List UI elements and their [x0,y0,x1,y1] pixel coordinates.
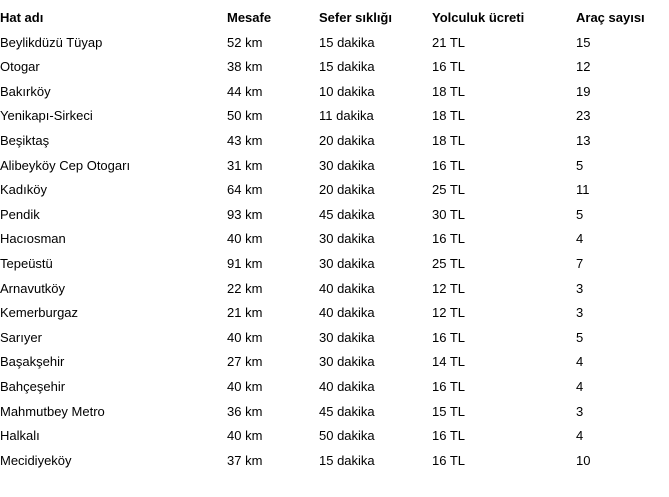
fare-cell: 16 TL [432,157,466,173]
route-name-cell: Yenikapı-Sirkeci [0,108,93,124]
distance-cell: 52 km [227,34,263,50]
frequency-cell: 30 dakika [319,329,375,345]
distance-cell: 38 km [227,59,263,75]
distance-cell: 43 km [227,132,263,148]
route-name-cell: Kadıköy [0,182,47,198]
fare-cell: 18 TL [432,108,466,124]
header-frequency: Sefer sıklığı [319,10,392,25]
header-distance: Mesafe [227,10,272,25]
fare-cell: 18 TL [432,83,466,99]
frequency-cell: 20 dakika [319,132,375,148]
frequency-cell: 40 dakika [319,280,375,296]
distance-cell: 27 km [227,354,263,370]
frequency-cell: 40 dakika [319,305,375,321]
header-fare: Yolculuk ücreti [432,10,525,25]
route-name-cell: Bakırköy [0,83,51,99]
vehicle-count-cell: 4 [576,231,584,247]
vehicle-count-cell: 5 [576,329,584,345]
header-route-name: Hat adı [0,10,44,25]
distance-cell: 50 km [227,108,263,124]
table-row [0,31,669,56]
frequency-cell: 20 dakika [319,182,375,198]
routes-table [0,6,669,473]
route-name-cell: Beşiktaş [0,132,50,148]
fare-cell: 12 TL [432,305,466,321]
vehicle-count-cell: 3 [576,305,584,321]
fare-cell: 16 TL [432,231,466,247]
frequency-cell: 40 dakika [319,378,375,394]
frequency-cell: 45 dakika [319,403,375,419]
fare-cell: 25 TL [432,255,466,271]
frequency-cell: 10 dakika [319,83,375,99]
frequency-cell: 30 dakika [319,157,375,173]
route-name-cell: Tepeüstü [0,255,53,271]
table-row [0,227,669,252]
fare-cell: 16 TL [432,329,466,345]
distance-cell: 21 km [227,305,263,321]
table-row [0,55,669,80]
table-row [0,350,669,375]
fare-cell: 15 TL [432,403,466,419]
table-row [0,375,669,400]
distance-cell: 40 km [227,428,263,444]
frequency-cell: 30 dakika [319,255,375,271]
vehicle-count-cell: 23 [576,108,591,124]
vehicle-count-cell: 4 [576,378,584,394]
route-name-cell: Mecidiyeköy [0,452,72,468]
distance-cell: 64 km [227,182,263,198]
fare-cell: 16 TL [432,378,466,394]
table-header [0,6,669,31]
fare-cell: 30 TL [432,206,466,222]
route-name-cell: Bahçeşehir [0,378,66,394]
route-name-cell: Sarıyer [0,329,42,345]
table-row [0,203,669,228]
table-row [0,252,669,277]
vehicle-count-cell: 7 [576,255,584,271]
distance-cell: 37 km [227,452,263,468]
route-name-cell: Halkalı [0,428,40,444]
route-name-cell: Kemerburgaz [0,305,79,321]
vehicle-count-cell: 11 [576,182,590,198]
distance-cell: 40 km [227,378,263,394]
table-row [0,154,669,179]
frequency-cell: 50 dakika [319,428,375,444]
fare-cell: 16 TL [432,59,466,75]
vehicle-count-cell: 10 [576,452,591,468]
route-name-cell: Beylikdüzü Tüyap [0,34,103,50]
vehicle-count-cell: 3 [576,403,584,419]
table-row [0,178,669,203]
vehicle-count-cell: 4 [576,428,584,444]
distance-cell: 91 km [227,255,263,271]
vehicle-count-cell: 4 [576,354,584,370]
route-name-cell: Alibeyköy Cep Otogarı [0,157,131,173]
frequency-cell: 45 dakika [319,206,375,222]
frequency-cell: 15 dakika [319,34,375,50]
route-name-cell: Arnavutköy [0,280,66,296]
vehicle-count-cell: 15 [576,34,591,50]
fare-cell: 16 TL [432,428,466,444]
distance-cell: 40 km [227,329,263,345]
fare-cell: 21 TL [432,34,466,50]
distance-cell: 93 km [227,206,263,222]
route-name-cell: Başakşehir [0,354,65,370]
table-row [0,424,669,449]
route-name-cell: Hacıosman [0,231,66,247]
frequency-cell: 15 dakika [319,59,375,75]
vehicle-count-cell: 19 [576,83,591,99]
table-body [0,31,669,474]
distance-cell: 31 km [227,157,263,173]
fare-cell: 14 TL [432,354,466,370]
frequency-cell: 11 dakika [319,108,374,124]
distance-cell: 44 km [227,83,263,99]
table-row [0,326,669,351]
table-row [0,104,669,129]
table-row [0,80,669,105]
fare-cell: 18 TL [432,132,466,148]
frequency-cell: 15 dakika [319,452,375,468]
frequency-cell: 30 dakika [319,231,375,247]
route-name-cell: Pendik [0,206,40,222]
route-name-cell: Mahmutbey Metro [0,403,105,419]
vehicle-count-cell: 3 [576,280,584,296]
table-row [0,301,669,326]
route-name-cell: Otogar [0,59,40,75]
header-vehicle-count: Araç sayısı [576,10,645,25]
distance-cell: 36 km [227,403,263,419]
frequency-cell: 30 dakika [319,354,375,370]
fare-cell: 25 TL [432,182,466,198]
table-row [0,400,669,425]
vehicle-count-cell: 5 [576,157,584,173]
table-row [0,129,669,154]
table-row [0,277,669,302]
vehicle-count-cell: 12 [576,59,591,75]
vehicle-count-cell: 13 [576,132,591,148]
fare-cell: 16 TL [432,452,466,468]
table-row [0,449,669,474]
distance-cell: 22 km [227,280,263,296]
fare-cell: 12 TL [432,280,466,296]
distance-cell: 40 km [227,231,263,247]
header-row [0,6,669,31]
vehicle-count-cell: 5 [576,206,584,222]
